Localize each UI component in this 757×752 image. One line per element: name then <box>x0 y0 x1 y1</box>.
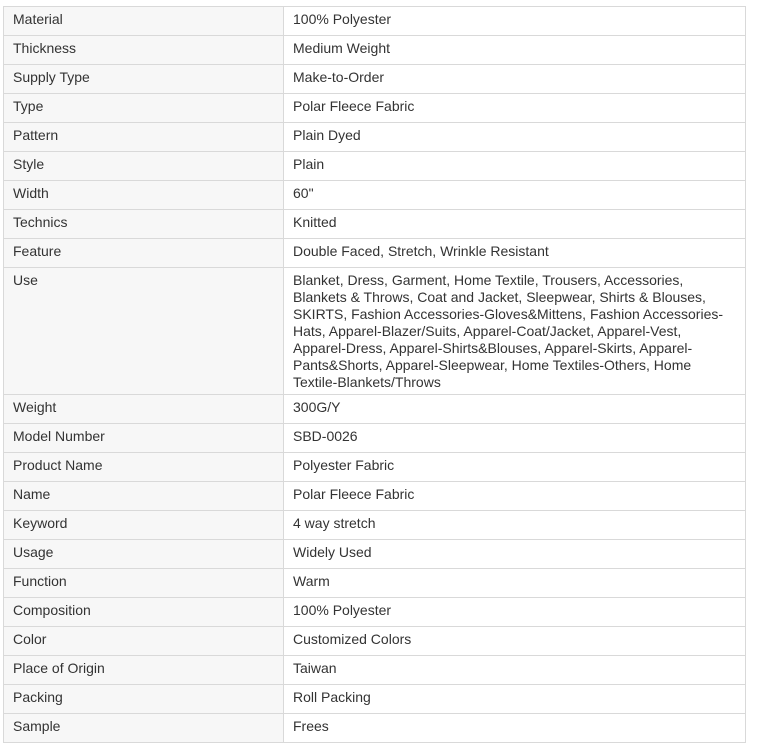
spec-value: Medium Weight <box>284 36 746 65</box>
table-row <box>4 7 746 36</box>
spec-value: SBD-0026 <box>284 424 746 453</box>
spec-key: Type <box>4 94 284 123</box>
spec-value: Plain Dyed <box>284 123 746 152</box>
table-row <box>4 656 746 685</box>
spec-value: Frees <box>284 714 746 743</box>
table-row <box>4 239 746 268</box>
spec-value: Make-to-Order <box>284 65 746 94</box>
table-row <box>4 540 746 569</box>
spec-value: Widely Used <box>284 540 746 569</box>
spec-key: Supply Type <box>4 65 284 94</box>
spec-value: 100% Polyester <box>284 7 746 36</box>
spec-value: Polar Fleece Fabric <box>284 94 746 123</box>
table-row <box>4 482 746 511</box>
spec-value: Polar Fleece Fabric <box>284 482 746 511</box>
product-spec-table <box>3 6 746 743</box>
spec-key: Model Number <box>4 424 284 453</box>
spec-key: Function <box>4 569 284 598</box>
spec-key: Width <box>4 181 284 210</box>
table-row <box>4 453 746 482</box>
spec-table-body <box>4 7 746 743</box>
spec-value: 300G/Y <box>284 395 746 424</box>
spec-value: 4 way stretch <box>284 511 746 540</box>
spec-key: Sample <box>4 714 284 743</box>
table-row <box>4 424 746 453</box>
spec-key: Weight <box>4 395 284 424</box>
spec-value: Warm <box>284 569 746 598</box>
table-row <box>4 181 746 210</box>
table-row <box>4 123 746 152</box>
spec-key: Use <box>4 268 284 395</box>
spec-key: Color <box>4 627 284 656</box>
table-row <box>4 152 746 181</box>
table-row <box>4 395 746 424</box>
spec-value: Double Faced, Stretch, Wrinkle Resistant <box>284 239 746 268</box>
spec-key: Usage <box>4 540 284 569</box>
spec-key: Material <box>4 7 284 36</box>
table-row <box>4 569 746 598</box>
spec-key: Technics <box>4 210 284 239</box>
spec-value: Taiwan <box>284 656 746 685</box>
spec-key: Thickness <box>4 36 284 65</box>
spec-value: Knitted <box>284 210 746 239</box>
table-row <box>4 210 746 239</box>
spec-value: Blanket, Dress, Garment, Home Textile, Trousers, Accessories, Blankets & Throws, Coat and Jacket, Sleepwear, Shirts & Blouses, SKIRTS, Fashion Accessories-Gloves&Mittens, Fashion Accessories-Hats, Apparel-Blazer/Suits, Apparel-Coat/Jacket, Apparel-Vest, Apparel-Dress, Apparel-Shirts&Blouses, Apparel-Skirts, Apparel-Pants&Shorts, Apparel-Sleepwear, Home Textiles-Others, Home Textile-Blankets/Throws <box>284 268 746 395</box>
spec-key: Place of Origin <box>4 656 284 685</box>
spec-key: Feature <box>4 239 284 268</box>
table-row <box>4 598 746 627</box>
spec-key: Keyword <box>4 511 284 540</box>
spec-value: 60" <box>284 181 746 210</box>
table-row <box>4 511 746 540</box>
table-row <box>4 36 746 65</box>
spec-key: Product Name <box>4 453 284 482</box>
table-row <box>4 65 746 94</box>
spec-key: Style <box>4 152 284 181</box>
spec-key: Name <box>4 482 284 511</box>
table-row <box>4 685 746 714</box>
spec-value: Customized Colors <box>284 627 746 656</box>
spec-value: Polyester Fabric <box>284 453 746 482</box>
table-row <box>4 268 746 395</box>
spec-key: Composition <box>4 598 284 627</box>
spec-key: Pattern <box>4 123 284 152</box>
table-row <box>4 94 746 123</box>
spec-value: Roll Packing <box>284 685 746 714</box>
spec-key: Packing <box>4 685 284 714</box>
table-row <box>4 714 746 743</box>
table-row <box>4 627 746 656</box>
spec-value: 100% Polyester <box>284 598 746 627</box>
spec-value: Plain <box>284 152 746 181</box>
